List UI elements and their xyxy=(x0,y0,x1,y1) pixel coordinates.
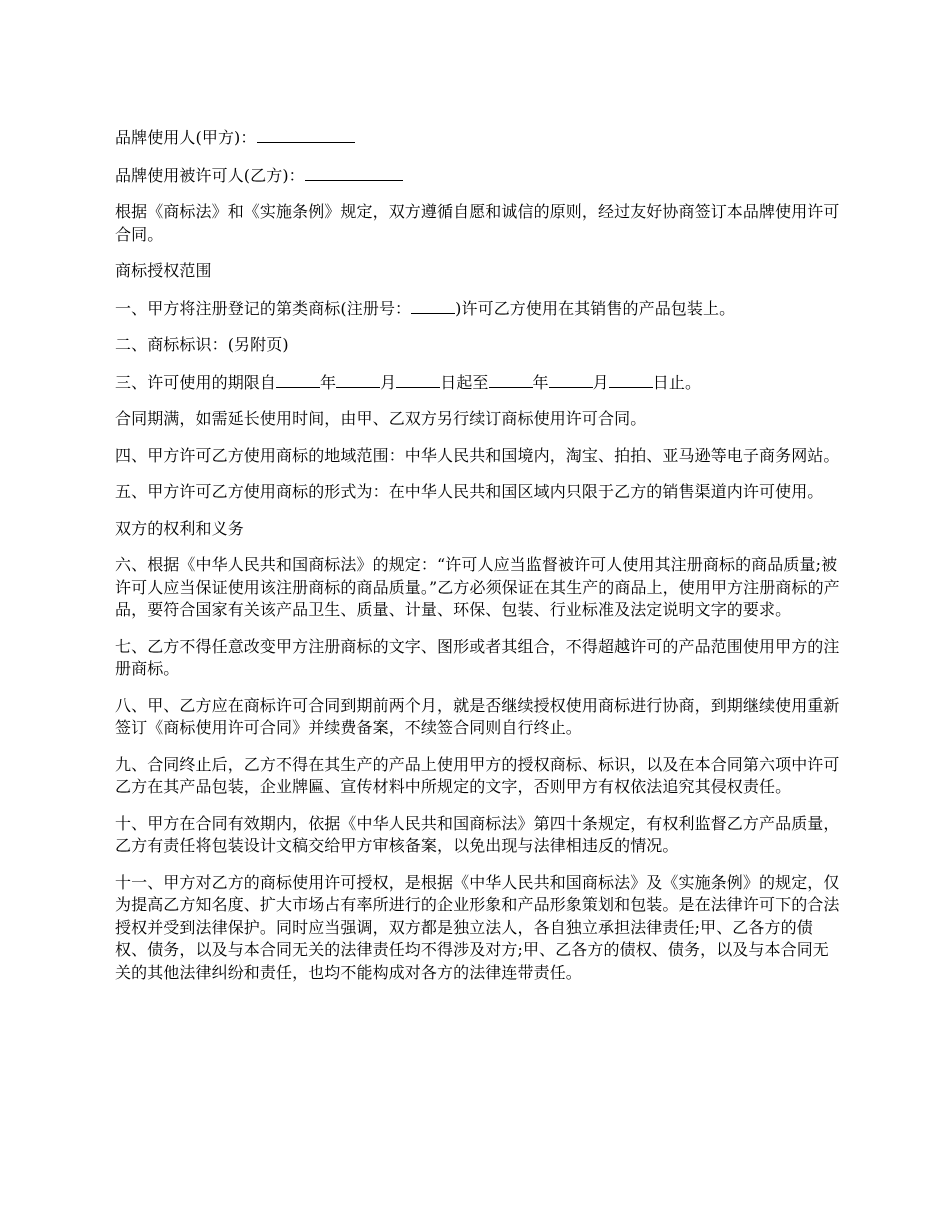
section-title-scope: 商标授权范围 xyxy=(115,261,212,280)
party-b-blank xyxy=(305,164,403,181)
clause-3-text: 月 xyxy=(380,372,397,392)
section-title-rights: 双方的权利和义务 xyxy=(115,518,244,538)
clause-3-text: 三、许可使用的期限自 xyxy=(115,372,277,392)
clause-1-text-after: )许可乙方使用在其销售的产品包装上。 xyxy=(455,298,736,318)
end-day-blank xyxy=(609,371,653,388)
party-a-blank xyxy=(257,126,355,143)
intro-paragraph: 根据《商标法》和《实施条例》规定，双方遵循自愿和诚信的原则，经过友好协商签订本品牌使用许可合同。 xyxy=(115,202,840,244)
clause-3-text: 日止。 xyxy=(652,372,702,392)
end-month-blank xyxy=(549,371,593,388)
clause-3-text: 年 xyxy=(320,372,337,392)
clause-7: 七、乙方不得任意改变甲方注册商标的文字、图形或者其组合，不得超越许可的产品范围使用甲方的注册商标。 xyxy=(115,636,840,678)
clause-3 xyxy=(115,371,840,395)
clause-9: 九、合同终止后，乙方不得在其生产的产品上使用甲方的授权商标、标识，以及在本合同第六项中许可乙方在其产品包装，企业牌匾、宣传材料中所规定的文字，否则甲方有权依法追究其侵权责任。 xyxy=(115,754,840,796)
start-day-blank xyxy=(396,371,440,388)
clause-3-text: 日起至 xyxy=(440,372,489,392)
party-b-line xyxy=(115,164,840,188)
clause-3-text: 年 xyxy=(532,372,549,392)
contract-page xyxy=(115,126,840,998)
clause-10: 十、甲方在合同有效期内，依据《中华人民共和国商标法》第四十条规定，有权利监督乙方产品质量，乙方有责任将包装设计文稿交给甲方审核备案，以免出现与法律相违反的情况。 xyxy=(115,813,840,855)
registration-number-blank xyxy=(411,297,455,314)
clause-1-text-before: 一、甲方将注册登记的第类商标(注册号： xyxy=(115,298,412,318)
clause-2: 二、商标标识：(另附页) xyxy=(115,335,289,354)
party-a-line xyxy=(115,126,840,150)
clause-6: 六、根据《中华人民共和国商标法》的规定：“许可人应当监督被许可人使用其注册商标的商品质量;被许可人应当保证使用该注册商标的商品质量。”乙方必须保证在其生产的商品上，使用甲方注册商标的产品，要符合国家有关该产品卫生、质量、计量、环保、包装、行业标准及法定说明文字的要求。 xyxy=(115,555,840,619)
party-a-label: 品牌使用人(甲方)： xyxy=(115,128,257,147)
start-month-blank xyxy=(336,371,380,388)
party-b-label: 品牌使用被许可人(乙方)： xyxy=(115,165,305,185)
clause-1 xyxy=(115,297,840,321)
clause-11: 十一、甲方对乙方的商标使用许可授权，是根据《中华人民共和国商标法》及《实施条例》的规定，仅为提高乙方知名度、扩大市场占有率所进行的企业形象和产品形象策划和包装。是在法律许可下的合法授权并受到法律保护。同时应当强调，双方都是独立法人，各自独立承担法律责任;甲、乙各方的债权、债务，以及与本合同无关的法律责任均不得涉及对方;甲、乙各方的债权、债务，以及与本合同无关的其他法律纠纷和责任，也均不能构成对各方的法律连带责任。 xyxy=(115,872,840,982)
renewal-paragraph: 合同期满，如需延长使用时间，由甲、乙双方另行续订商标使用许可合同。 xyxy=(115,409,647,428)
clause-5: 五、甲方许可乙方使用商标的形式为：在中华人民共和国区域内只限于乙方的销售渠道内许可使用。 xyxy=(115,482,824,501)
clause-8: 八、甲、乙方应在商标许可合同到期前两个月，就是否继续授权使用商标进行协商，到期继续使用重新签订《商标使用许可合同》并续费备案，不续签合同则自行终止。 xyxy=(115,695,840,737)
start-year-blank xyxy=(276,371,320,388)
end-year-blank xyxy=(489,371,533,388)
clause-4: 四、甲方许可乙方使用商标的地域范围：中华人民共和国境内，淘宝、拍拍、亚马逊等电子商务网站。 xyxy=(115,445,840,465)
clause-3-text: 月 xyxy=(592,372,609,392)
